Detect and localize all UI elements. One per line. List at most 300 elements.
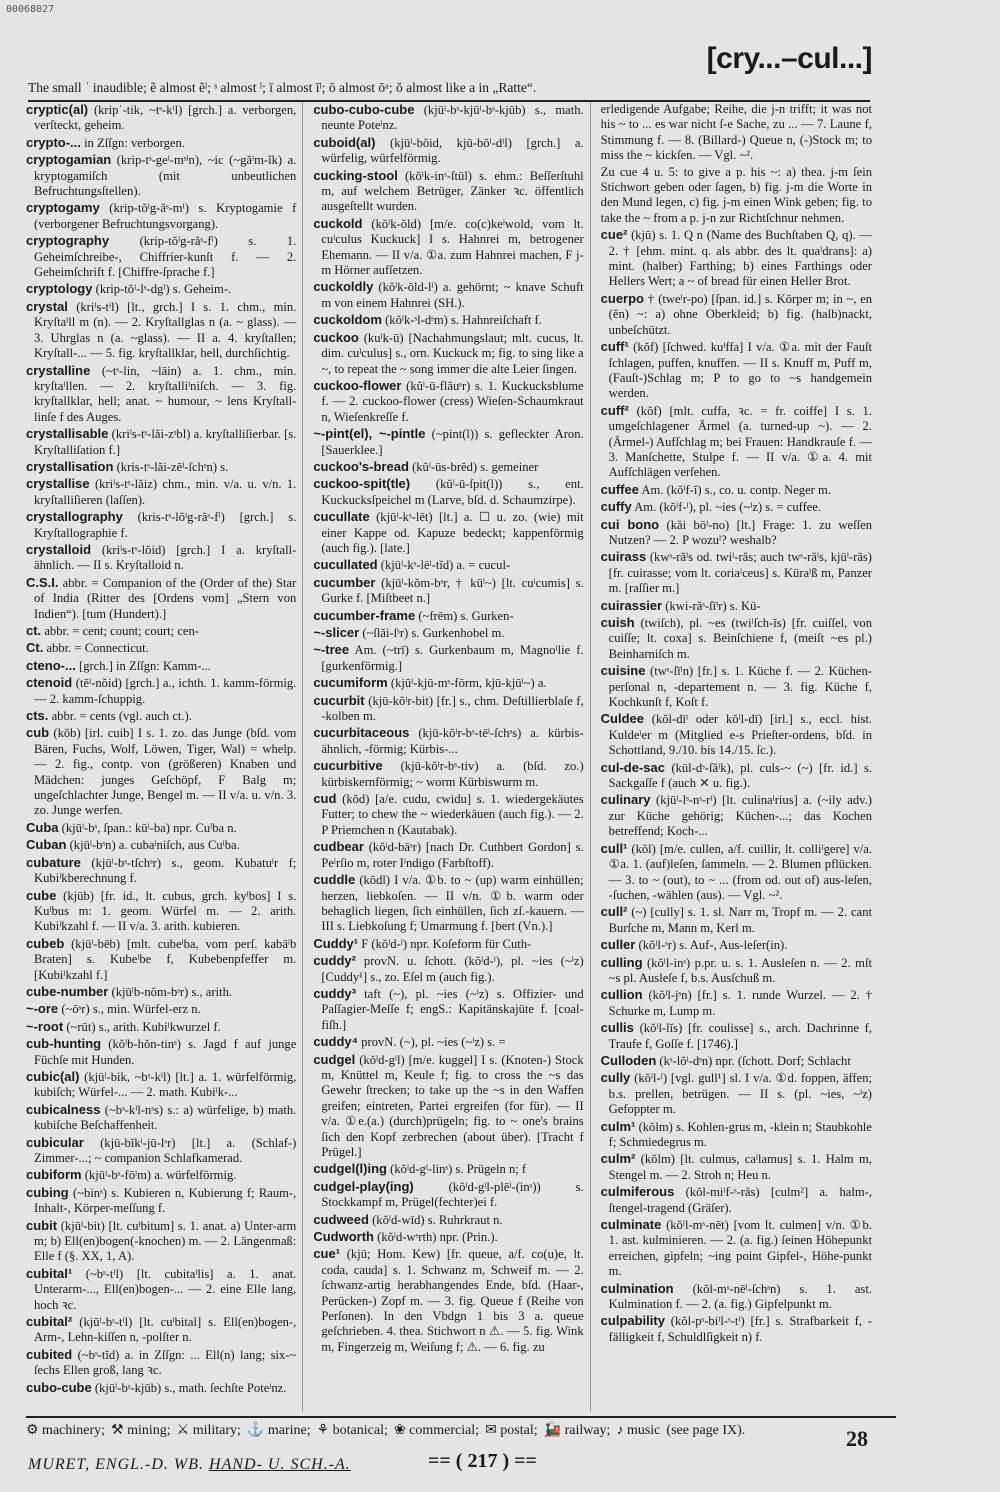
entry-headword: cuboid(al) xyxy=(313,134,376,150)
dictionary-entry xyxy=(313,675,583,691)
dictionary-entry xyxy=(313,1212,583,1228)
dictionary-entry xyxy=(26,363,296,426)
dictionary-entry xyxy=(26,1218,296,1265)
entry-headword: cullis xyxy=(600,1020,634,1036)
dictionary-entry xyxy=(26,1266,296,1313)
entry-definition: (kjūˡ-bˢ-tſchˢr) s., geom. Kubatuˡr f; Kubiˡkberechnung f. xyxy=(34,855,297,886)
entry-definition: (kjūˡ-kjū-mˢ-fōrm, kjū-kjūˡ~) a. xyxy=(390,676,547,691)
entry-headword: cucullated xyxy=(313,557,378,573)
dictionary-entry xyxy=(26,1036,296,1068)
dictionary-entry xyxy=(601,663,872,710)
entry-headword: cull¹ xyxy=(600,840,628,856)
entry-headword: cryptography xyxy=(26,233,110,249)
dictionary-entry xyxy=(26,476,296,508)
entry-headword: Ct. xyxy=(26,640,44,656)
entry-headword: cuckoo-flower xyxy=(313,377,402,393)
entry-headword: crystallisation xyxy=(26,458,114,474)
column-3 xyxy=(601,102,878,1412)
column-2 xyxy=(313,102,590,1412)
entry-headword: ~-root xyxy=(26,1018,64,1034)
dictionary-entry xyxy=(313,426,583,458)
entry-headword: culminate xyxy=(600,1217,662,1233)
entry-headword: Culloden xyxy=(600,1052,657,1068)
legend-item: ⚙ machinery; xyxy=(26,1423,106,1438)
book-title xyxy=(28,1456,351,1474)
entry-definition: [grch.] in Zſſgn: Kamm-... xyxy=(79,658,211,673)
dictionary-entry xyxy=(601,339,872,402)
dictionary-entry xyxy=(313,312,583,328)
entry-definition: (kjūˡ-bēb) [mlt. cubeˡba, vom perſ. kabāˡb Braten] s. Kubeˡbe f, Kubebenpfeffer m. [Kubiˡkzahl f.] xyxy=(34,936,297,982)
entry-definition: (kŏl-miˡf-ˢ-răs) [culm²] a. halm-, ſtengel-tragend (Gräſer). xyxy=(608,1185,872,1215)
dictionary-entry xyxy=(601,615,872,662)
dictionary-entry xyxy=(313,1052,583,1161)
entry-definition: (kjūˡ-bˢ-fōˡm) a. würfelförmig. xyxy=(84,1168,237,1183)
entry-headword: cully xyxy=(600,1070,631,1086)
entry-definition: (kriˡs-tˢ-lăiz) chm., min. v/a. u. v/n. 1. kryſtalliſieren (laſſen). xyxy=(34,477,297,507)
dictionary-entry xyxy=(601,549,872,596)
entry-headword: ~-tree xyxy=(313,642,350,658)
dictionary-entry xyxy=(601,1070,872,1117)
entry-definition: (kŏlm) [lt. culmus, caˡlamus] s. 1. Halm m, Stengel m. — 2. Stroh n; Heu n. xyxy=(608,1152,872,1182)
entry-headword: cui bono xyxy=(600,516,660,532)
entry-definition: (kŏl-mˢ-nēˡ-ſchˢn) s. 1. ast. Kulmination f. — 2. (a. fig.) Gipfelpunkt m. xyxy=(608,1281,872,1312)
entry-definition: (kris-tˢ-lăi-zēˡ-ſchˢn) s. xyxy=(116,459,229,474)
entry-headword: cuish xyxy=(600,615,635,630)
entry-definition: (~binˢ) s. Kubieren n, Kubierung f; Raum-, Inhalt-, Körper-meſſung f. xyxy=(34,1185,297,1216)
entry-headword: cuddy² xyxy=(313,953,356,969)
dictionary-entry xyxy=(313,216,583,279)
dictionary-entry xyxy=(26,1001,296,1017)
entry-definition: Am. (kŏˡf-ˡ), pl. ~ies (~ˡz) s. = cuffee. xyxy=(634,500,822,515)
entry-definition: abbr. = Companion of the (Order of the) Star of India (Ritter des [Ordens vom] „Stern von Indien“). [tum (Hundert).] xyxy=(34,575,297,621)
entry-headword: crystalline xyxy=(26,362,91,378)
entry-headword: cuisine xyxy=(600,663,646,679)
entry-headword: cube-number xyxy=(26,983,109,999)
entry-definition: provN. (~), pl. ~ies (~ˡz) s. = xyxy=(361,1035,506,1050)
dictionary-entry xyxy=(601,1313,872,1345)
entry-definition: (kŏˡd-gˡl-plēˡ-(inˢ)) s. Stockkampf m, Prügel(fechter)ei f. xyxy=(321,1179,584,1210)
dictionary-entry xyxy=(313,953,583,985)
entry-headword: cudgel-play(ing) xyxy=(313,1178,414,1194)
dictionary-entry xyxy=(601,1053,872,1069)
entry-definition: (kˢ-lŏˡ-dˢn) npr. (ſchott. Dorf; Schlacht xyxy=(659,1053,851,1068)
dictionary-entry xyxy=(313,378,583,425)
entry-headword: cucurbit xyxy=(313,692,365,708)
entry-definition: (kŏˡk-ŏld-lˡ) a. gehörnt; ~ knave Schuft m von einem Hahnrei (SH.). xyxy=(321,280,584,310)
dictionary-entry xyxy=(601,711,872,758)
entry-definition: (kŏˡd-wīd) s. Ruhrkraut n. xyxy=(372,1212,503,1227)
entry-definition: (~frēm) s. Gurken- xyxy=(418,608,514,623)
dictionary-entry xyxy=(313,1034,583,1050)
entry-definition: (kjūˡ-bˢ, ſpan.: kūˡ-ba) npr. Cuˡba n. xyxy=(61,820,237,835)
dictionary-entry xyxy=(26,426,296,458)
entry-definition: (kriˡs-tˢ-lăi-zˢbl) a. kryſtalliſierbar. [s. Kryſtalliſation f.] xyxy=(34,427,297,457)
entry-headword: cucurbitive xyxy=(313,758,383,774)
dictionary-entry xyxy=(601,760,872,792)
entry-headword: cub-hunting xyxy=(26,1036,102,1052)
entry-definition: (kŏˡd-wˢrth) npr. (Prin.). xyxy=(377,1230,498,1245)
entry-definition: (kwˢ-răˡs od. twiˡ-răs; auch twˢ-răˡs, kjūˡ-răs) [fr. cuirasse; vom lt. coriaˡceus] s. Küraˡß m, Panzer m. [raſſier m.] xyxy=(608,550,872,596)
entry-definition: (kjūˡ-kŏm-bˢr, † kūˡ~) [lt. cuˡcumis] s. Gurke f. [Miſtbeet n.] xyxy=(321,575,584,606)
dictionary-entry xyxy=(601,598,872,614)
entry-definition: (kjū-kŏˡr-bˢ-tiv) a. (bſd. zo.) kürbiskernförmig; ~ worm Kürbiswurm m. xyxy=(321,759,584,789)
entry-headword: cub xyxy=(26,725,50,741)
legend-item: ♪ music xyxy=(616,1423,661,1438)
dictionary-entry xyxy=(26,200,296,232)
entry-definition: (kŏf) [ſchwed. kuˡffa] I v/a. ①a. mit der Fauſt ſchlagen, puffen, knuffen. — II s. Knuff m, Puff m, (Fauſt-)Schlag m; P to go to ~s handgemein werden. xyxy=(608,340,872,401)
dictionary-entry xyxy=(313,1179,583,1211)
entry-definition: (kuˡk-ū) [Nachahmungslaut; mlt. cucus, lt. dim. cuˡculus] s., orn. Kuckuck m; fig. to sing like a ~, to repeat the ~ song immer die alte Leier ſingen. xyxy=(321,330,584,376)
symbol-legend xyxy=(26,1416,896,1439)
entry-definition: (kŏˡd-bāˢr) [nach Dr. Cuthbert Gordon] s. Peˡrſio m, roter Iˡndigo (Farbſtoff). xyxy=(321,840,584,870)
dictionary-entry xyxy=(601,1184,872,1216)
dictionary-entry xyxy=(26,1314,296,1346)
entry-definition: (kŏˡl-mˢ-nēt) [vom lt. culmen] v/n. ①b. 1. ast. kulminieren. — 2. (a. fig.) ſeinen Höhepunkt erreichen, gipfeln; ~ing point Gipfel-, Höhe-punkt m. xyxy=(608,1218,872,1279)
entry-headword: cteno-... xyxy=(26,657,76,673)
entry-headword: crystallisable xyxy=(26,426,109,442)
dictionary-entry xyxy=(313,642,583,674)
entry-definition: (~) [cully] s. 1. sl. Narr m, Tropf m. — 2. cant Burſche m, Mann m, Kerl m. xyxy=(608,905,872,935)
guide-words: [cry...–cul...] xyxy=(706,42,872,75)
dictionary-entry xyxy=(313,608,583,624)
dictionary-entry xyxy=(26,1167,296,1183)
entry-headword: cubature xyxy=(26,854,81,870)
entry-headword: cuirass xyxy=(600,549,647,565)
entry-definition: (krip-tŏˡ-lˢ-dgˡ) s. Geheim-. xyxy=(95,282,232,297)
dictionary-entry xyxy=(313,986,583,1033)
dictionary-entry xyxy=(26,1102,296,1134)
dictionary-entry xyxy=(601,955,872,987)
entry-headword: cucurbitaceous xyxy=(313,725,410,741)
book-title-part2: HAND- U. SCH.-A. xyxy=(209,1456,351,1473)
entry-headword: cubic(al) xyxy=(26,1068,80,1084)
entry-headword: crystal xyxy=(26,298,68,314)
legend-item: ⚘ botanical; xyxy=(316,1423,388,1438)
dictionary-entry xyxy=(601,291,872,338)
entry-definition: (kjūˡ-bik, ~bˢ-kˡl) [lt.] a. 1. würfelförmig, kubiſch; Würfel-... — 2. math. Kubiˡk-... xyxy=(34,1069,297,1100)
entry-definition: Am. (kŏˡf-ĭ) s., co. u. contp. Neger m. xyxy=(641,482,831,497)
entry-definition: (kŏˡl-jˢn) [fr.] s. 1. runde Wurzel. — 2. † Schurke m, Lump m. xyxy=(608,988,872,1018)
dictionary-entry xyxy=(601,792,872,839)
entry-continuation xyxy=(601,102,872,164)
dictionary-entry xyxy=(313,476,583,508)
dictionary-entry xyxy=(313,575,583,607)
dictionary-entry xyxy=(313,279,583,311)
entry-headword: cuckoo xyxy=(313,329,359,345)
entry-definition: (twiſch), pl. ~es (twiˡſch-ĭs) [fr. cuiſſel, von cuiſſe; lt. coxa] s. Beinſchiene f, (meiſt ~es pl.) Beinharniſch m. xyxy=(608,616,872,661)
dictionary-entry xyxy=(26,135,296,151)
entry-headword: cudgel(l)ing xyxy=(313,1161,387,1177)
dictionary-entry xyxy=(313,557,583,573)
entry-headword: cue² xyxy=(600,227,628,243)
dictionary-entry xyxy=(26,1185,296,1217)
entry-headword: cuffee xyxy=(600,481,639,497)
entry-headword: ctenoid xyxy=(26,675,73,691)
dictionary-entry xyxy=(26,623,296,639)
entry-headword: cryptogamian xyxy=(26,152,112,168)
entry-definition: (kŏdl) I v/a. ①b. to ~ (up) warm einhüllen; herzen, liebkoſen. — II v/n. ①b. warm oder behaglich liegen, ſich einhüllen, ſich zſ.-kauern. — III s. Liebkoſung f; Umarmung f. [bert (Vn.).] xyxy=(321,873,584,934)
dictionary-entry xyxy=(601,482,872,498)
dictionary-entry xyxy=(313,168,583,215)
dictionary-entry xyxy=(313,509,583,556)
entry-headword: cull² xyxy=(600,904,628,920)
entry-definition: (kŏˡd-gˡ-linˢ) s. Prügeln n; f xyxy=(390,1162,527,1177)
entry-definition: (kŭˡ-ūs-brĕd) s. gemeiner xyxy=(412,459,539,474)
entry-headword: cuckoldom xyxy=(313,312,382,328)
entry-definition: (kriˡs-tˡl) [lt., grch.] I s. 1. chm., min. Kryſtaˡll m (n). — 2. Kryſtallglas n (a. ~ glass). — 3. Uhrglas n (a. ~glass). — II a. 4. kryſtallen; Kryſtall-... — 5. fig. kryſtallklar, hell, durchſichtig. xyxy=(34,299,297,361)
entry-definition: (tēˡ-nŏid) [grch.] a., ichth. 1. kamm-förmig. — 2. kamm-ſchuppig. xyxy=(34,676,297,706)
entry-headword: cubital² xyxy=(26,1314,73,1330)
entry-definition: taft (~), pl. ~ies (~ˡz) s. Offizier- und Paſſagier-Meſſe f; engS.: Kapitänskajüte f. [coal-fiſh.] xyxy=(321,986,584,1032)
entry-definition: (kjūˡ-kˢ-lēˡ-tĭd) a. = cucul- xyxy=(380,558,511,573)
entry-headword: culinary xyxy=(600,792,651,808)
entry-definition: (kjūˡ-kˢ-lēt) [lt.] a. ☐ u. zo. (wie) mit einer Kappe od. Kapuze bedeckt; kappenförmig (auch fig.). [late.] xyxy=(321,510,584,555)
entry-definition: † (tweˡr-po) [ſpan. id.] s. Körper m; in ~, en (ĕn) ~: a) ohne Oberkleid; b) fig. (halb)nackt, unbeſchützt. xyxy=(608,291,872,337)
page-number-center: == ( 217 ) == xyxy=(428,1450,537,1472)
entry-definition: (kŏˡk-inˢ-ſtūl) s. ehm.: Beſſerſtuhl m, auf welchem Betrüger, Zänker ꝛc. öffentlich ausgeſtellt wurden. xyxy=(321,168,584,214)
entry-headword: cudgel xyxy=(313,1051,356,1067)
entry-headword: C.S.I. xyxy=(26,574,59,590)
entry-headword: cts. xyxy=(26,708,49,724)
entry-headword: Culdee xyxy=(600,711,644,727)
dictionary-entry xyxy=(313,459,583,475)
dictionary-entry xyxy=(26,281,296,297)
entry-definition: (kŏb) [irl. cuib] I s. 1. zo. das Junge (bſd. vom Bären, Fuchs, Wolf, Löwen, Tiger, Wal) = whelp. — 2. fig., contp. von (größeren) Knaben und Mädchen: junges Geſchöpf, F Balg m; ungeſchlachter Junge, Bengel m. — II v/a. u. v/n. 3. zo. Junge werfen. xyxy=(34,726,297,818)
entry-definition: (kŏˡl-ˢr) s. Auf-, Aus-leſer(in). xyxy=(638,938,788,953)
entry-definition: (kŏlm) s. Kohlen-grus m, -klein n; Staubkohle f; Schmiedegrus m. xyxy=(608,1119,872,1149)
dictionary-entry xyxy=(601,987,872,1019)
entry-headword: cubo-cubo-cube xyxy=(313,102,415,117)
entry-headword: cubiform xyxy=(26,1167,82,1183)
entry-headword: cuff² xyxy=(600,402,629,418)
entry-definition: (kŏˡl-inˢ) p.pr. u. s. 1. Ausleſen n. — 2. mſt ~s pl. Ausleſe f, b.s. Ausſchuß m. xyxy=(608,955,872,985)
dictionary-entry xyxy=(313,693,583,725)
entry-definition: (kŏˡk-ŏld) [m/e. co(c)keˡwold, vom lt. cuˡculus Kuckuck] I s. Hahnrei m, betrogener Ehemann. — II v/a. ①a. zum Hahnrei machen, F j-m Hörner aufſetzen. xyxy=(321,216,584,278)
entry-headword: cud xyxy=(313,791,337,807)
entry-definition: (kŏˡl-ˡ) [vgl. gull¹] sl. I v/a. ①d. foppen, äffen; b.s. prellen, betrügen. — II s. (pl. ~ies, ~ˡz) Gefoppter m. xyxy=(608,1071,872,1117)
dictionary-entry xyxy=(601,1217,872,1280)
entry-headword: cryptic(al) xyxy=(26,102,89,117)
entry-headword: cubicalness xyxy=(26,1101,101,1117)
entry-headword: culm¹ xyxy=(600,1118,636,1134)
dictionary-entry xyxy=(26,509,296,541)
dictionary-entry xyxy=(601,1119,872,1151)
dictionary-entry xyxy=(313,1246,583,1355)
folio-number: 28 xyxy=(846,1426,868,1451)
entry-definition: (kjū-bĭkˡ-jū-lˢr) [lt.] a. (Schlaf-) Zimmer-...; ~ companion Schlafkamerad. xyxy=(34,1135,297,1165)
dictionary-entry xyxy=(313,102,583,134)
entry-headword: culpability xyxy=(600,1313,665,1329)
entry-headword: cuirassier xyxy=(600,597,663,613)
entry-definition: (krip-tŏˡg-ăˢ-mˡ) s. Kryptogamie f (verborgener Befruchtungsvorgang). xyxy=(34,201,297,231)
legend-item: ⚒ mining; xyxy=(111,1423,171,1438)
entry-headword: cucking-stool xyxy=(313,167,398,183)
entry-definition: (kjūˡb-nŏm-bˢr) s., arith. xyxy=(111,984,233,999)
entry-headword: culling xyxy=(600,954,643,970)
entry-headword: cuerpo xyxy=(600,290,644,306)
entry-definition: (kŭˡ-ū-ſpit(l)) s., ent. Kuckucksſpeichel m (Larve, bſd. d. Schaumzirpe). xyxy=(321,477,584,507)
dictionary-entry xyxy=(601,227,872,290)
dictionary-entry xyxy=(26,102,296,134)
entry-definition: (~bˢ-tĭd) a. in Zſſgn: ... Ell(n) lang; six-~ ſechs Ellen groß, lang ꝛc. xyxy=(34,1347,297,1378)
dictionary-entry xyxy=(26,1347,296,1379)
entry-definition: (kjūˡ-bˢ-kjūˡ-bˢ-kjūb) s., math. neunte Poteˡnz. xyxy=(321,103,584,133)
dictionary-entry xyxy=(601,841,872,904)
entry-headword: cubicular xyxy=(26,1134,84,1150)
dictionary-entry xyxy=(26,1019,296,1035)
entry-definition: abbr. = Connecticut. xyxy=(46,641,149,656)
entry-definition: (kjūˡ-lˢ-nˢ-rˡ) [lt. culinaˡrius] a. (~ily adv.) zur Küche gehörig; Küchen-...; das Kochen betreffend; Koch-... xyxy=(608,793,872,839)
dictionary-entry xyxy=(313,725,583,757)
dictionary-entry xyxy=(26,233,296,280)
dictionary-entry xyxy=(313,936,583,952)
entry-headword: cuffy xyxy=(600,499,632,515)
entry-definition: (twˢ-ſīˡn) [fr.] s. 1. Küche f. — 2. Küchen-perſonal n, -departement n. — 3. fig. Küche f, Kochkunſt f, Koſt f. xyxy=(608,664,872,710)
legend-item: ⚓ marine; xyxy=(246,1423,311,1438)
entry-definition: (~tˢ-lin, ~lāin) a. 1. chm., min. kryſtaˡllen. — 2. kryſtalliˡniſch. — 3. fig. kryſtallklar, hell; anat. ~ humour, ~ lens Kryſtall-linſe f des Auges. xyxy=(34,363,297,424)
entry-definition: (kjūˡ-bit) [lt. cuˡbitum] s. 1. anat. a) Unter-arm m; b) Ell(en)bogen(-knochen) m. — 2. Längenmaß: Elle f (§. XX, 1, A). xyxy=(34,1218,297,1264)
entry-headword: cullion xyxy=(600,987,643,1003)
dictionary-entry xyxy=(313,135,583,167)
entry-definition: (kris-tˢ-lŏˡg-răˢ-fˡ) [grch.] s. Kryſtallographie f. xyxy=(34,510,297,540)
legend-item: ⚔ military; xyxy=(176,1423,241,1438)
dictionary-entry xyxy=(26,299,296,362)
dictionary-entry xyxy=(26,708,296,724)
dictionary-entry xyxy=(26,542,296,574)
entry-definition: (~pint(l)) s. gefleckter Aron. [Sauerklee.] xyxy=(321,427,584,457)
entry-definition: (kŏˡk-ˢl-dˢm) s. Hahnreiſchaft f. xyxy=(385,313,542,328)
dictionary-entry xyxy=(26,888,296,935)
dictionary-entry xyxy=(313,872,583,935)
dictionary-entry xyxy=(313,330,583,377)
legend-item: 🚂 railway; xyxy=(543,1423,611,1438)
dictionary-entry xyxy=(601,904,872,936)
dictionary-entry xyxy=(26,837,296,853)
entry-headword: cubeb xyxy=(26,935,65,951)
entry-definition: in Zſſgn: verborgen. xyxy=(84,135,185,150)
entry-definition: abbr. = cents (vgl. auch ct.). xyxy=(51,709,192,724)
dictionary-entry xyxy=(313,791,583,838)
dictionary-entry xyxy=(26,152,296,199)
entry-definition: (kūl-dˢ-ſăˡk), pl. culs-~ (~) [fr. id.] s. Sackgaſſe f (auch ✕ u. fig.). xyxy=(608,760,872,791)
entry-definition: (kŭˡ-ū-flăuˢr) s. 1. Kuckucksblume f. — 2. cuckoo-flower (cress) Wieſen-Schaumkraut n, Wieſenkreſſe f. xyxy=(321,378,584,424)
dictionary-entry xyxy=(26,820,296,836)
entry-headword: cul-de-sac xyxy=(600,759,665,775)
entry-headword: cubited xyxy=(26,1346,73,1362)
entry-definition: (kŏˡl-lĭs) [fr. coulisse] s., arch. Dachrinne f, Traufe f, Goſſe f. [1746).] xyxy=(608,1021,872,1051)
dictionary-entry xyxy=(26,675,296,707)
entry-headword: cucumber xyxy=(313,574,376,590)
entry-definition: abbr. = cent; count; court; cen- xyxy=(44,624,200,638)
entry-headword: culm² xyxy=(600,1151,636,1167)
entry-definition: (kŏl) [m/e. cullen, a/f. cuillir, lt. colliˡgere] v/a. ①a. 1. (auf)leſen, ſammeln. — 2. Blumen pflücken. — 3. to ~ (out), to ~ ... (from od. out of) aus-leſen, -ſuchen, -wählen (aus). — Vgl. ~². xyxy=(608,841,872,902)
entry-headword: cuckold xyxy=(313,215,363,231)
entry-headword: cucumber-frame xyxy=(313,607,416,623)
entry-definition: (~ōˢr) s., min. Würfel-erz n. xyxy=(61,1002,201,1017)
entry-headword: ct. xyxy=(26,623,42,638)
entry-definition: (kŏl-dīˡ oder kŏˡl-dī) [irl.] s., eccl. hist. Kuldeˡer m (Mitglied e-s Prieſter-ordens, bſd. in Schottland, 9./10. bis 14./15. ſc.). xyxy=(608,712,872,758)
entry-headword: cuddy⁴ xyxy=(313,1034,359,1050)
entry-headword: cucumiform xyxy=(313,675,388,691)
entry-definition: (kŏˡb-hŏn-tinˢ) s. Jagd f auf junge Füchſe mit Hunden. xyxy=(34,1037,297,1067)
dictionary-entry xyxy=(601,1151,872,1183)
legend-item: (see page IX). xyxy=(666,1423,746,1438)
dictionary-entry xyxy=(26,1069,296,1101)
entry-headword: crystallise xyxy=(26,476,90,492)
column-1 xyxy=(26,102,303,1412)
entry-definition: (kjūˡ-bˢn) a. cubaˡniſch, aus Cuˡba. xyxy=(69,838,240,853)
entry-definition: (kwi-răˢ-ſīˡr) s. Kü- xyxy=(665,598,761,613)
entry-headword: cubing xyxy=(26,1184,69,1200)
dictionary-entry xyxy=(601,499,872,515)
entry-definition: (kjū) s. 1. Q n (Name des Buchſtaben Q, q). — 2. † [ehm. mint. q. als abbr. des lt. quaˡdrans]: a) mint. (halber) Farthing; b) eines Farthings oder Hellers Wert; a ~ of bread für einen Heller Brot. xyxy=(608,228,872,289)
entry-headword: Cuban xyxy=(26,837,67,853)
dictionary-entry xyxy=(313,839,583,871)
entry-definition: (kriˡs-tˢ-lŏid) [grch.] I a. kryſtall-ähnlich. — II s. Kryſtalloid n. xyxy=(34,542,297,573)
entry-headword: culmiferous xyxy=(600,1184,675,1200)
entry-headword: cuckoo-spit(tle) xyxy=(313,476,411,492)
entry-headword: cubit xyxy=(26,1217,58,1233)
entry-definition: provN. u. ſchott. (kŏˡd-ˡ), pl. ~ies (~ˡz) [Cuddy¹] s., zo. Eſel m (auch fig.). xyxy=(321,954,584,984)
entry-headword: cubital¹ xyxy=(26,1265,73,1281)
dictionary-entry xyxy=(26,855,296,887)
dictionary-entry xyxy=(26,459,296,475)
entry-definition: (~rūt) s., arith. Kubiˡkwurzel f. xyxy=(66,1019,221,1034)
entry-definition: F (kŏˡd-ˡ) npr. Koſeform für Cuth- xyxy=(361,936,532,951)
entry-headword: Cuba xyxy=(26,819,59,835)
entry-definition: (krip-tˢ-geˡ-mˢˡn), ~ic (~găˡm-ĭk) a. kryptogamiſch (mit unbeutlichen Befruchtungsſtellen). xyxy=(34,153,297,199)
entry-definition: (~bˢ-kˡl-nˢs) s.: a) würfelige, b) math. kubiſche Beſchaffenheit. xyxy=(34,1102,297,1133)
entry-definition: (kjū-kŏˡr-bit) [fr.] s., chm. Deſtillierblaſe f, -kolben m. xyxy=(321,693,584,724)
entry-definition: Am. (~trī) s. Gurkenbaum m, Magnoˡlie f. [gurkenförmig.] xyxy=(321,643,584,673)
dictionary-entry xyxy=(313,1161,583,1177)
dictionary-entry xyxy=(313,1229,583,1245)
dictionary-entry xyxy=(26,1135,296,1167)
entry-definition: Zu cue 4 u. 5: to give a p. his ~: a) thea. j-m ſein Stichwort geben oder ſagen, b) fig. j-m die Worte in den Mund legen, c) fig. j-m einen Wink geben; fig. to take the ~ from a p. j-n zur Richtſchnur nehmen. xyxy=(600,164,872,225)
entry-headword: crystalloid xyxy=(26,541,92,557)
dictionary-entry xyxy=(601,517,872,549)
entry-headword: culler xyxy=(600,937,636,953)
entry-headword: ~-ore xyxy=(26,1001,59,1017)
dictionary-entry xyxy=(26,984,296,1000)
dictionary-entry xyxy=(26,1380,296,1396)
scan-id: 00068027 xyxy=(6,4,55,15)
legend-item: ✉ postal; xyxy=(485,1423,538,1438)
entry-definition: (kjū-kŏˡr-bˢ-tēˡ-ſchˢs) a. kürbis-ähnlich, -förmig; Kürbis-... xyxy=(321,726,584,756)
dictionary-entry xyxy=(601,937,872,953)
entry-headword: crypto-... xyxy=(26,134,81,150)
entry-headword: ~-slicer xyxy=(313,625,360,640)
entry-headword: cube xyxy=(26,887,57,903)
entry-definition: (kăi bōˡ-no) [lt.] Frage: 1. zu weſſen Nutzen? — 2. P wozuˡ? weshalb? xyxy=(608,517,872,547)
page-header xyxy=(28,36,870,98)
dictionary-entry xyxy=(601,1281,872,1313)
entry-continuation xyxy=(601,165,872,227)
entry-definition: (kjū; Hom. Kew) [fr. queue, a/f. co(u)e, lt. coda, cauda] s. 1. Schwanz m, Schweif m. — 2. ſchwanz-artig herabhangendes Ende, bſd. (Haar-, Perücken-) Zopf m. — 3. fig. Queue f (Reihe von Perſonen). In den Vbdgn 1 bis 3 a. queue geſchrieben. 4. thea. Stichwort n ⚠. — 5. fig. Wink m, Fingerzeig m, Weiſung f; ⚠. — 6. fig. zu xyxy=(321,1247,584,1354)
entry-definition: (kjūˡ-bˢ-kjūb) s., math. ſechſte Poteˡnz. xyxy=(94,1380,287,1395)
entry-definition: (kŏˡd-gˡl) [m/e. kuggel] I s. (Knoten-) Stock m, Knüttel m, Keule f; fig. to cross the ~s das Gewehr ſtrecken; to take up the ~s in den Waffen greifen; eintreten, Partei ergreifen (for für). — II v/a. ①e.(a.) (durch)prügeln; fig. to ~ one's brains ſich den Kopf zerbrechen (about über). [Tracht f Prügel.] xyxy=(321,1052,584,1159)
entry-headword: cudbear xyxy=(313,839,364,855)
entry-headword: cucullate xyxy=(313,509,370,525)
entry-definition: (kripˈ-tik, ~tˢ-kˡl) [grch.] a. verborgen, verſteckt, geheim. xyxy=(34,103,297,133)
book-title-part1: MURET, ENGL.-D. WB. xyxy=(28,1456,210,1473)
dictionary-entry xyxy=(313,625,583,641)
entry-headword: cuff¹ xyxy=(600,339,629,355)
entry-definition: (kŏl-pˢ-biˡl-ˢ-tˡ) [fr.] s. Strafbarkeit f, -fälligkeit f, Schuldlſigkeit n) f. xyxy=(608,1314,872,1344)
legend-item: ❀ commercial; xyxy=(393,1423,480,1438)
entry-headword: cuckoo's-bread xyxy=(313,458,409,474)
entry-headword: culmination xyxy=(600,1280,674,1296)
